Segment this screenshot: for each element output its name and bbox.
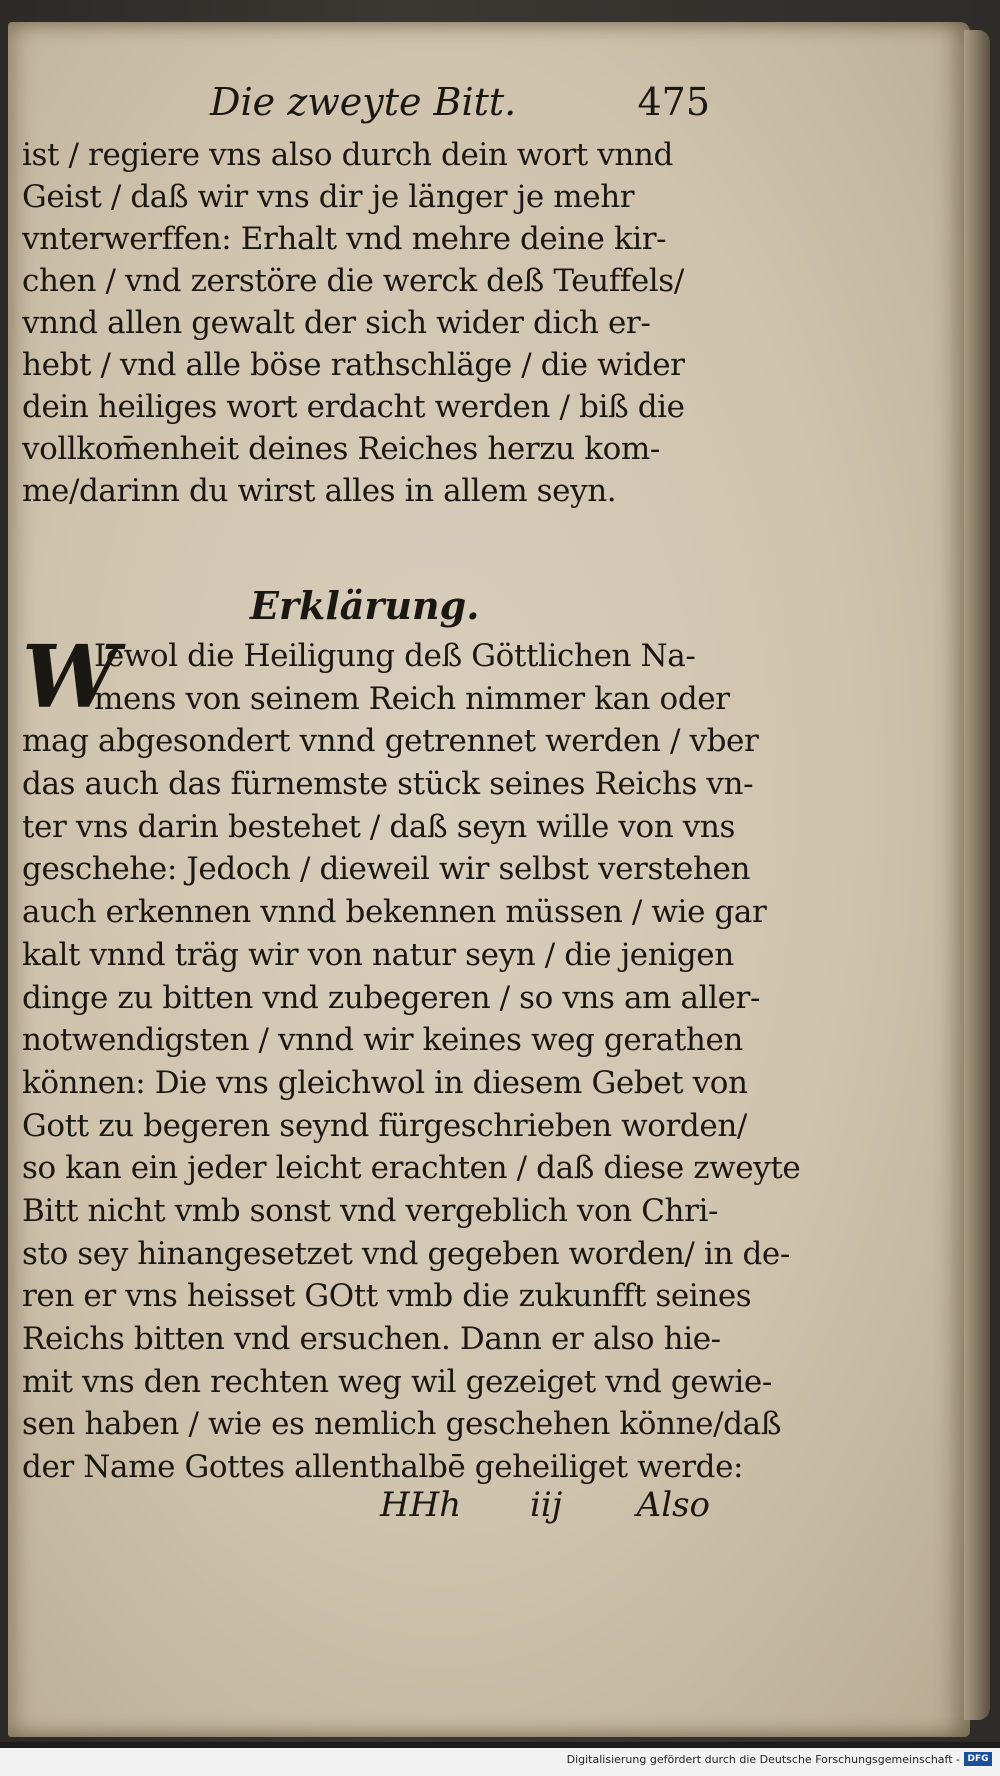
text-line: können: Die vns gleichwol in diesem Gebet von — [22, 1064, 748, 1101]
text-line: kalt vnnd träg wir von natur seyn / die jenigen — [22, 936, 734, 973]
text-line: Geist / daß wir vns dir je länger je mehr — [22, 179, 635, 215]
text-line: me/darinn du wirst alles in allem seyn. — [22, 473, 617, 509]
digitization-credit: Digitalisierung gefördert durch die Deutsche Forschungsgemeinschaft - — [566, 1753, 960, 1766]
text-line: vnnd allen gewalt der sich wider dich er- — [22, 305, 651, 341]
commentary-text — [22, 627, 801, 1489]
running-head — [210, 80, 710, 130]
text-line: Reichs bitten vnd ersuchen. Dann er also hie- — [22, 1321, 721, 1357]
text-line: geschehe: Jedoch / dieweil wir selbst verstehen — [22, 851, 751, 888]
text-line: sto sey hinangesetzet vnd gegeben worden/ in de- — [22, 1235, 790, 1272]
signature-mark: HHh — [380, 1485, 462, 1525]
section-heading: Erklärung. — [250, 583, 480, 628]
text-line: ren er vns heisset GOtt vmb die zukunfft seines — [22, 1278, 752, 1315]
text-line: Gott zu begeren seynd fürgeschrieben worden/ — [22, 1107, 747, 1144]
text-line: auch erkennen vnnd bekennen müssen / wie gar — [22, 894, 767, 931]
text-line: notwendigsten / vnnd wir keines weg gerathen — [22, 1022, 743, 1059]
text-line: mag abgesondert vnnd getrennet werden / vber — [22, 723, 759, 760]
signature-line — [380, 1485, 710, 1531]
text-line: sen haben / wie es nemlich geschehen könne/daß — [22, 1406, 782, 1443]
dfg-logo: DFG — [964, 1752, 992, 1766]
text-line: chen / vnd zerstöre die werck deß Teuffels/ — [22, 263, 684, 299]
text-line: ist / regiere vns also durch dein wort vnnd — [22, 137, 673, 173]
text-line: vnterwerffen: Erhalt vnd mehre deine kir- — [22, 221, 667, 257]
text-line: der Name Gottes allenthalbē geheiliget werde: — [22, 1449, 744, 1486]
text-line: dinge zu bitten vnd zubegeren / so vns am aller- — [22, 979, 761, 1016]
text-line: vollkom̄enheit deines Reiches herzu kom- — [22, 431, 660, 467]
text-line: hebt / vnd alle böse rathschläge / die wider — [22, 347, 685, 383]
text-line: Iewol die Heiligung deß Göttlichen Na- — [94, 638, 696, 674]
signature-number: iij — [530, 1485, 563, 1525]
text-line: Bitt nicht vmb sonst vnd vergeblich von Chri- — [22, 1192, 719, 1229]
text-line: das auch das fürnemste stück seines Reichs vn- — [22, 766, 754, 803]
catchword: Also — [636, 1485, 710, 1525]
drop-initial: W — [22, 627, 119, 728]
text-line: dein heiliges wort erdacht werden / biß die — [22, 389, 685, 425]
text-line: mit vns den rechten weg wil gezeiget vnd gewie- — [22, 1363, 772, 1400]
running-title: Die zweyte Bitt. — [210, 80, 517, 124]
page-edge — [964, 30, 990, 1720]
prayer-text — [22, 134, 712, 512]
text-line: ter vns darin bestehet / daß seyn wille von vns — [22, 808, 735, 845]
text-line: mens von seinem Reich nimmer kan oder — [94, 680, 730, 717]
text-line: so kan ein jeder leicht erachten / daß diese zweyte — [22, 1150, 801, 1187]
page-number: 475 — [637, 80, 710, 124]
